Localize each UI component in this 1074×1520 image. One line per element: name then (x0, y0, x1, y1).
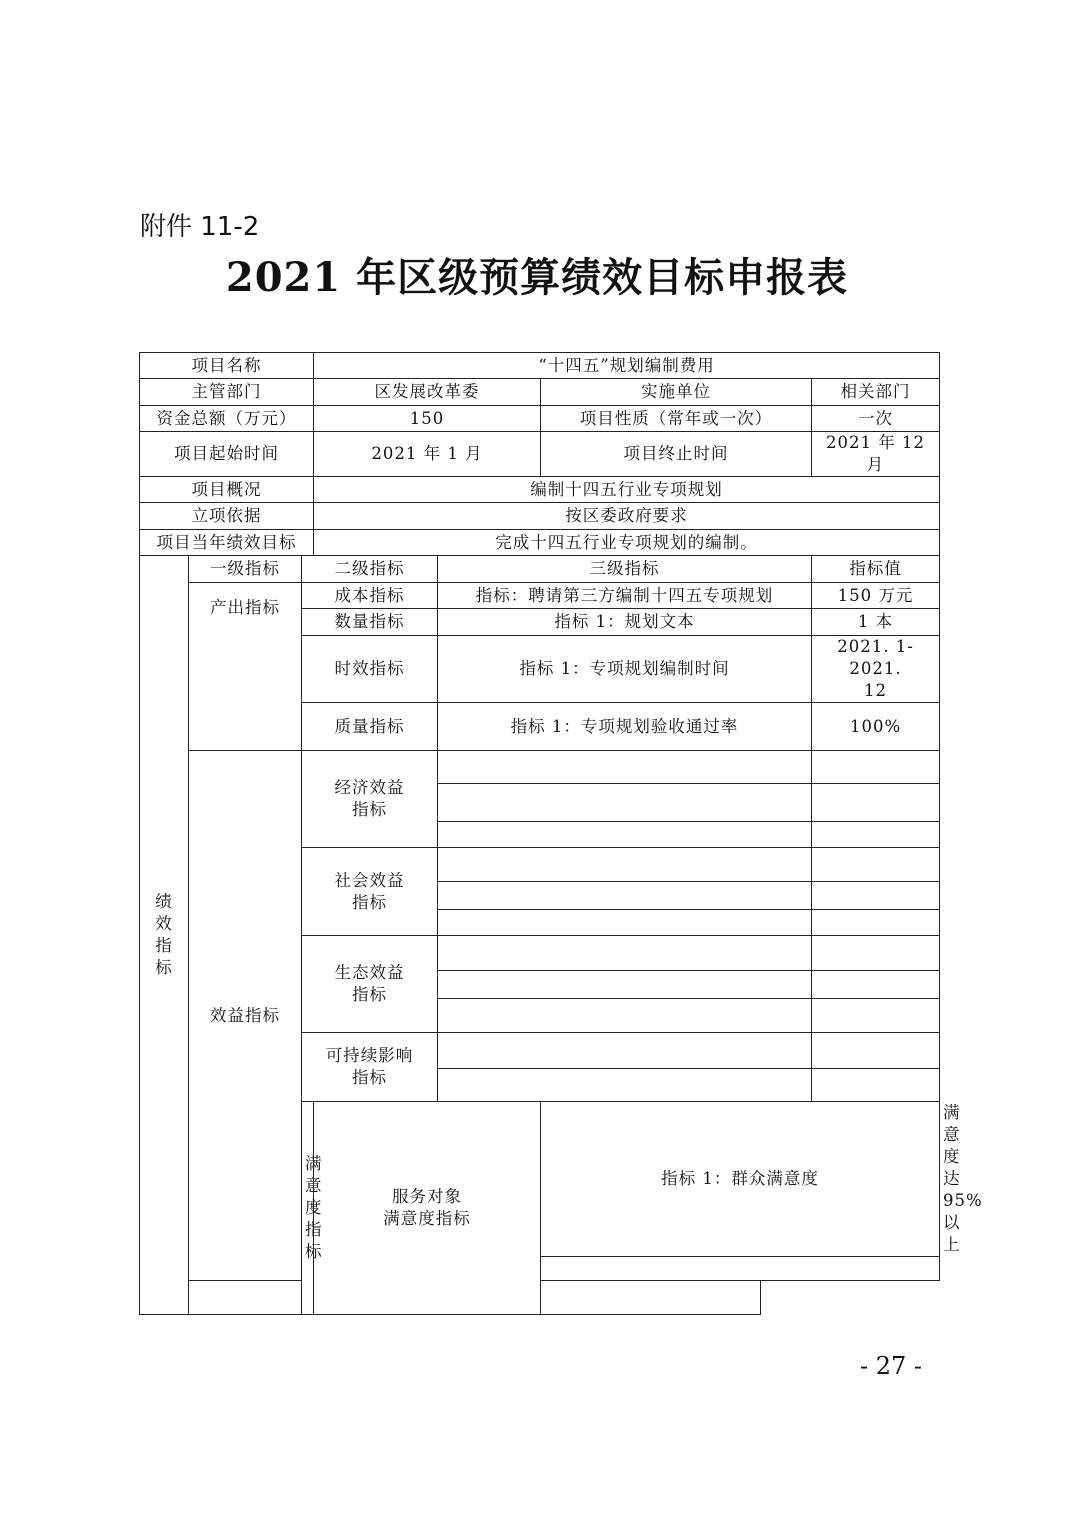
overview-label: 项目概况 (140, 477, 314, 503)
economic-benefit-value (812, 822, 940, 848)
quality-indicator-value: 100% (812, 703, 940, 751)
social-benefit-item (438, 882, 812, 910)
sustainable-impact-label: 可持续影响 指标 (302, 1033, 438, 1102)
sustainable-impact-value (812, 1033, 940, 1069)
social-benefit-value (812, 882, 940, 910)
start-time-label: 项目起始时间 (140, 432, 314, 477)
satisfaction-item: 指标 1：群众满意度 (541, 1102, 940, 1257)
social-benefit-item (438, 910, 812, 936)
quantity-indicator-item: 指标 1：规划文本 (438, 609, 812, 636)
cost-indicator-item: 指标：聘请第三方编制十四五专项规划 (438, 583, 812, 609)
dept-value: 区发展改革委 (314, 379, 541, 406)
social-benefit-value (812, 910, 940, 936)
timeliness-indicator-item: 指标 1：专项规划编制时间 (438, 636, 812, 703)
eco-benefit-item (438, 999, 812, 1033)
eco-benefit-item (438, 971, 812, 999)
satisfaction-indicators-label: 满意度指 标 (302, 1102, 314, 1315)
sustainable-impact-item (438, 1069, 812, 1102)
social-benefit-item (438, 848, 812, 882)
benefit-indicators-label: 效益指标 (189, 751, 302, 1281)
economic-benefit-item (438, 822, 812, 848)
economic-benefit-value (812, 751, 940, 784)
page-number: - 27 - (860, 1352, 923, 1380)
nature-label: 项目性质（常年或一次） (541, 406, 812, 432)
value-header: 指标值 (812, 556, 940, 583)
goal-value: 完成十四五行业专项规划的编制。 (314, 530, 940, 556)
economic-benefit-item (438, 751, 812, 784)
performance-indicators-label: 绩 效 指 标 (140, 556, 189, 1315)
economic-benefit-item (438, 784, 812, 822)
overview-value: 编制十四五行业专项规划 (314, 477, 940, 503)
eco-benefit-value (812, 936, 940, 971)
impl-unit-value: 相关部门 (812, 379, 940, 406)
cost-indicator-value: 150 万元 (812, 583, 940, 609)
quality-indicator-item: 指标 1：专项规划验收通过率 (438, 703, 812, 751)
impl-unit-label: 实施单位 (541, 379, 812, 406)
form-title: 2021 年区级预算绩效目标申报表 (225, 254, 849, 301)
attachment-label: 附件 11-2 (140, 212, 260, 242)
service-target-satisfaction-label: 服务对象 满意度指标 (314, 1102, 541, 1315)
sustainable-impact-value (812, 1069, 940, 1102)
end-time-value: 2021 年 12 月 (812, 432, 940, 477)
level1-header: 一级指标 (189, 556, 302, 583)
project-name-label: 项目名称 (140, 353, 314, 379)
eco-benefit-label: 生态效益 指标 (302, 936, 438, 1033)
eco-benefit-item (438, 936, 812, 971)
eco-benefit-value (812, 971, 940, 999)
fund-value: 150 (314, 406, 541, 432)
level3-header: 三级指标 (438, 556, 812, 583)
basis-value: 按区委政府要求 (314, 503, 940, 530)
social-benefit-label: 社会效益 指标 (302, 848, 438, 936)
output-indicators-label: 产出指标 (189, 583, 302, 751)
timeliness-indicator-label: 时效指标 (302, 636, 438, 703)
sustainable-impact-item (438, 1033, 812, 1069)
budget-target-form: 项目名称 “十四五”规划编制费用 主管部门 区发展改革委 实施单位 相关部门 资金总额（万元） 150 项目性质（常年或一次） 一次 项目起始时间 2021 年 1 月 项目终止时间 2021 年 12 月 项目概况 编制十四五行业专项规划 立项依据 按区委政府要求 项目当年绩效目标 完成十四五行业专项规划的编制。 绩 效 指 标 一级指标 二级指标 三级指标 指标值 产出指标 成本指标 指标：聘请第三方编制十四五专项规划 150 万元 数量指标 指标 1：规划文本 1 本 时效指标 指标 1：专项规划编制时间 2021. 1-2021. 12 质量指标 指标 1：专项规划验收通过率 100% 效益指标 经济效益 指标 社会效益 指标 生态效益 指标 可持续影响 指标 满意度指 标 服务对象 满意度指标 指标 1：群众满意度 满意度达 95% 以上 (139, 352, 940, 1315)
nature-value: 一次 (812, 406, 940, 432)
timeliness-indicator-value: 2021. 1-2021. 12 (812, 636, 940, 703)
project-name-value: “十四五”规划编制费用 (314, 353, 940, 379)
satisfaction-item (541, 1257, 940, 1281)
level2-header: 二级指标 (302, 556, 438, 583)
end-time-label: 项目终止时间 (541, 432, 812, 477)
social-benefit-value (812, 848, 940, 882)
fund-label: 资金总额（万元） (140, 406, 314, 432)
quality-indicator-label: 质量指标 (302, 703, 438, 751)
basis-label: 立项依据 (140, 503, 314, 530)
satisfaction-value (541, 1281, 761, 1315)
satisfaction-item (189, 1281, 438, 1315)
economic-benefit-label: 经济效益 指标 (302, 751, 438, 848)
eco-benefit-value (812, 999, 940, 1033)
goal-label: 项目当年绩效目标 (140, 530, 314, 556)
quantity-indicator-label: 数量指标 (302, 609, 438, 636)
dept-label: 主管部门 (140, 379, 314, 406)
economic-benefit-value (812, 784, 940, 822)
start-time-value: 2021 年 1 月 (314, 432, 541, 477)
cost-indicator-label: 成本指标 (302, 583, 438, 609)
quantity-indicator-value: 1 本 (812, 609, 940, 636)
